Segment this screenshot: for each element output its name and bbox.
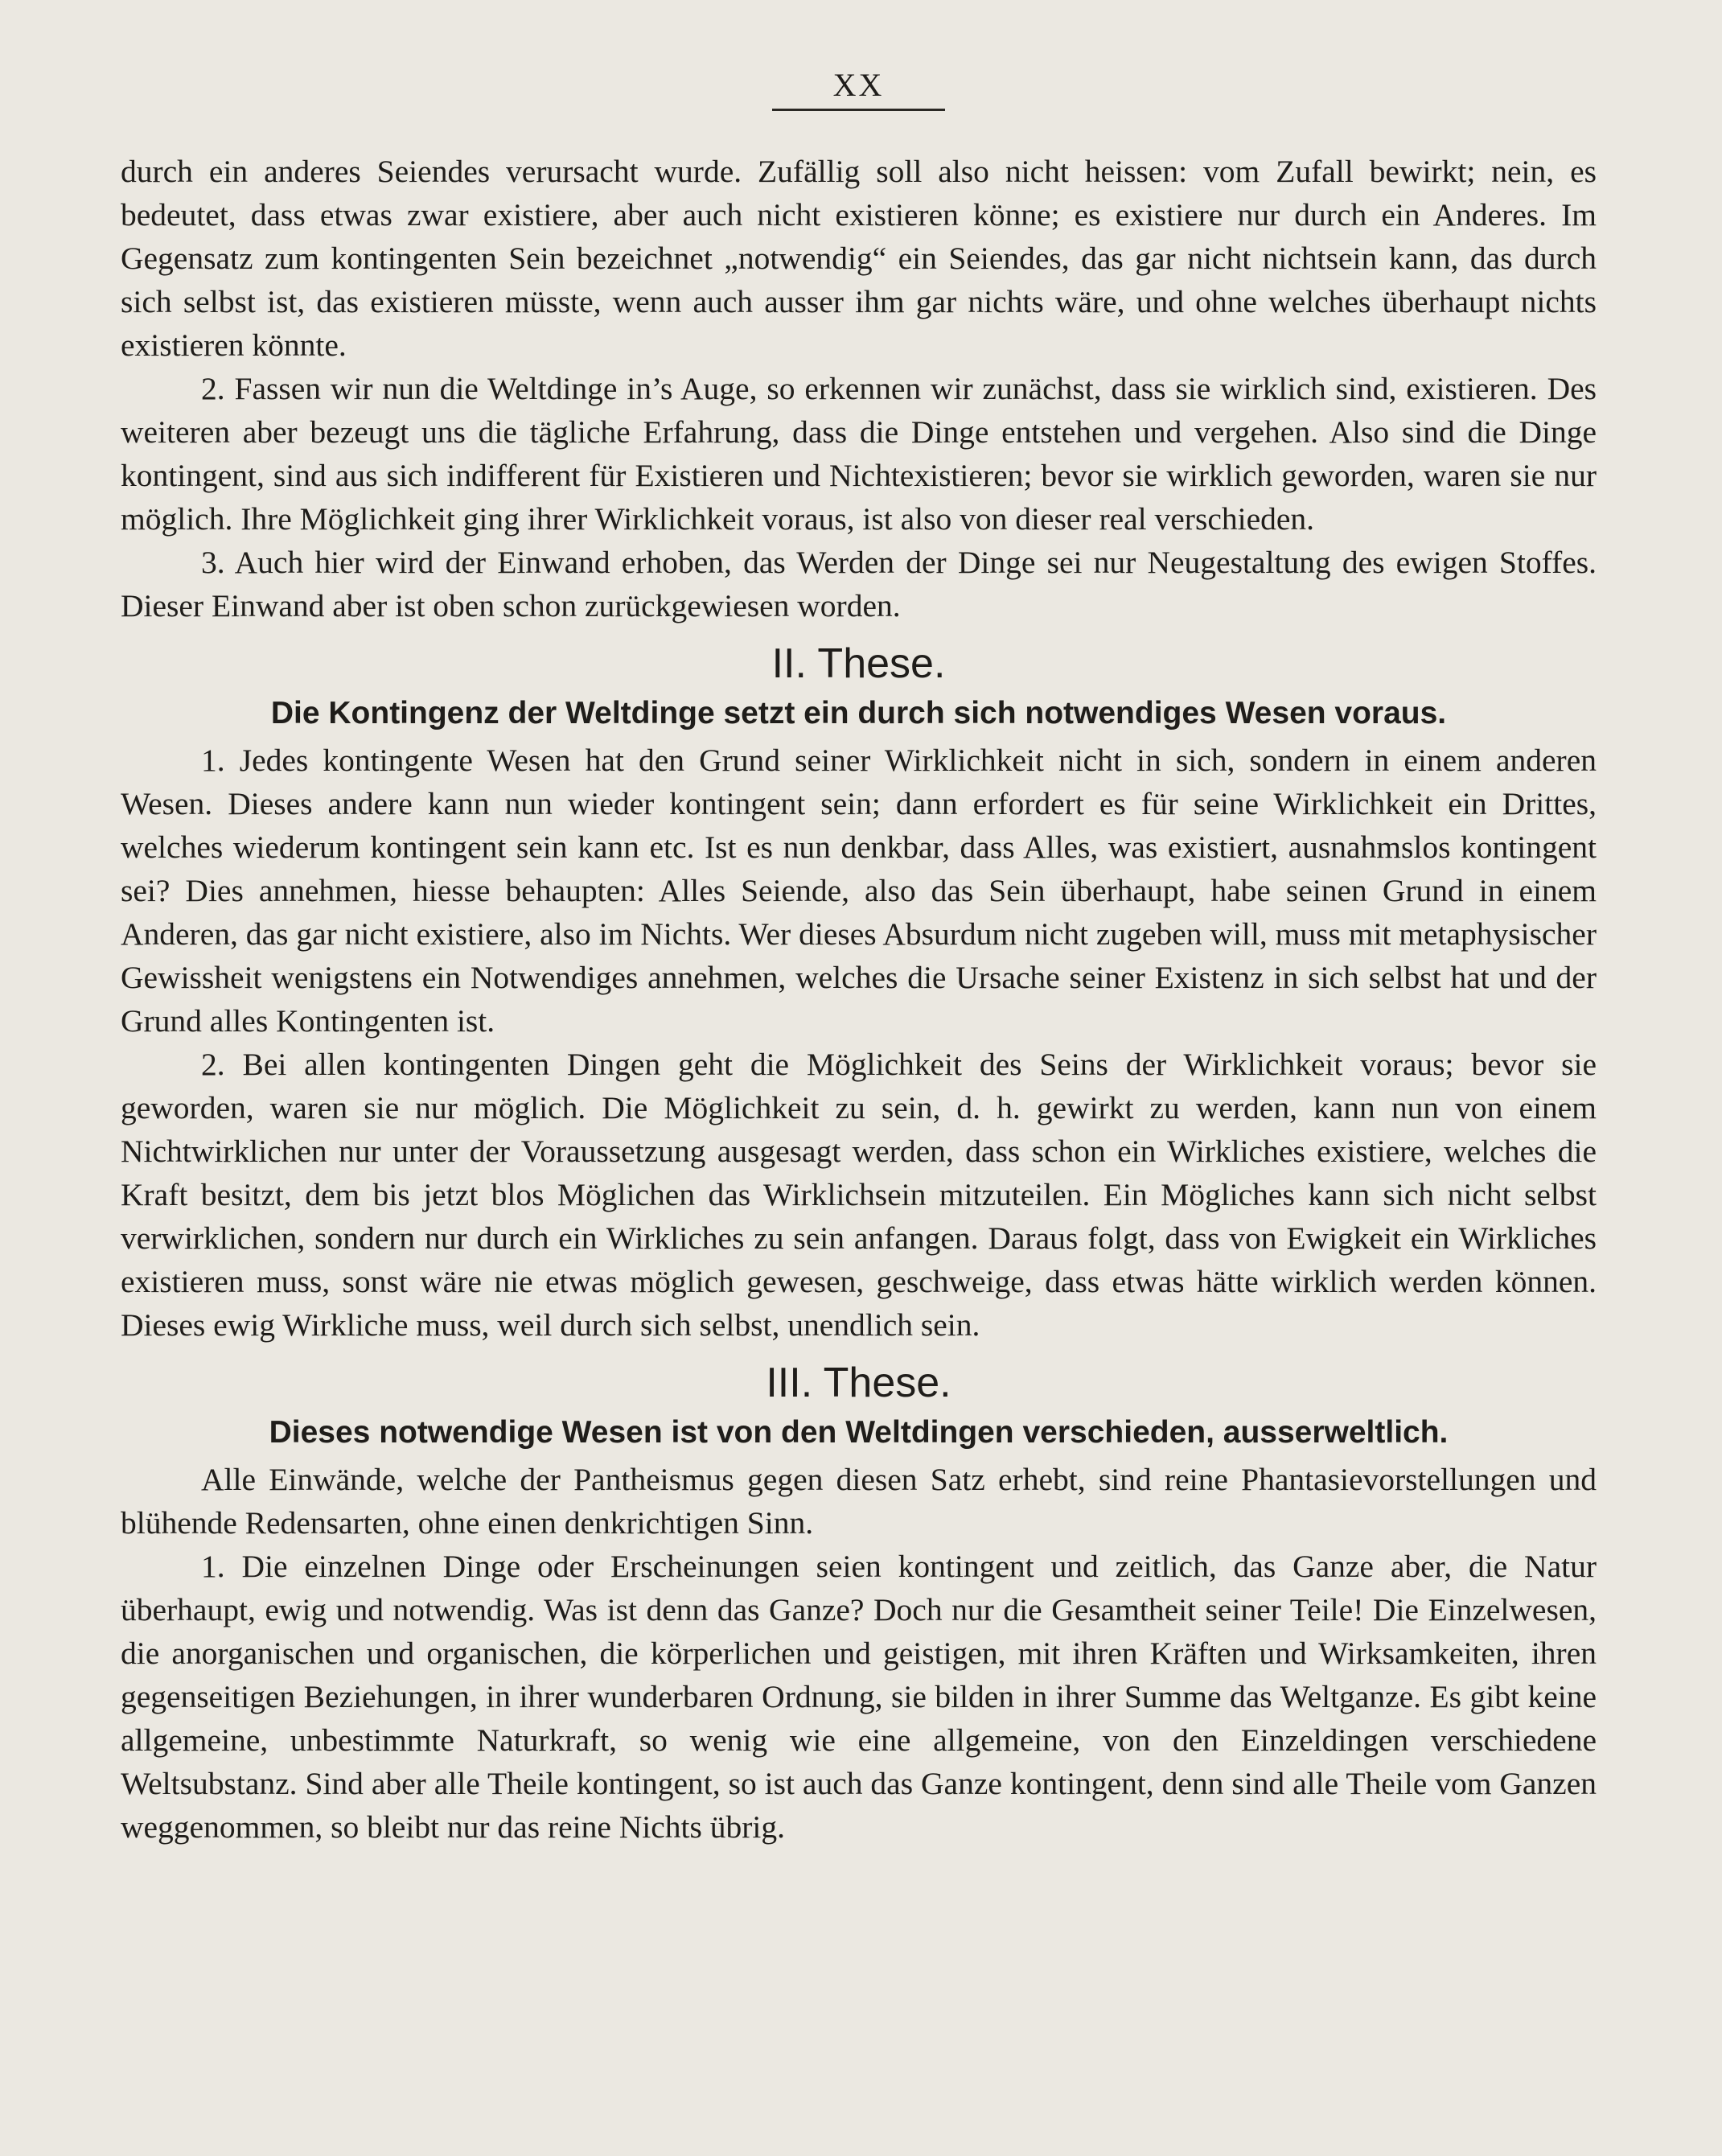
thesis-2-paragraph-2: 2. Bei allen kontingenten Dingen geht die Möglichkeit des Seins der Wirklichkeit voraus; bevor sie geworden, waren sie nur möglich. Die Möglichkeit zu sein, d. h. gewirkt zu werden, kann nun von einem Nichtwirklichen nur unter der Voraussetzung ausgesagt werden, dass schon ein Wirkliches existiere, welches die Kraft besitzt, dem bis jetzt blos Möglichen das Wirklichsein mitzuteilen. Ein Mögliches kann sich nicht selbst verwirklichen, sondern nur durch ein Wirkliches zu sein anfangen. Daraus folgt, dass von Ewigkeit ein Wirkliches existieren muss, sonst wäre nie etwas möglich gewesen, geschweige, dass etwas hätte wirklich werden können. Dieses ewig Wirkliche muss, weil durch sich selbst, unendlich sein.: [121, 1047, 1597, 1343]
thesis-3-intro: Alle Einwände, welche der Pantheismus gegen diesen Satz erhebt, sind reine Phantasievorstellungen und blühende Redensarten, ohne einen denkrichtigen Sinn.: [121, 1462, 1597, 1541]
thesis-2-title: II. These.: [771, 640, 946, 687]
thesis-2-paragraph-1: 1. Jedes kontingente Wesen hat den Grund seiner Wirklichkeit nicht in sich, sondern in einem anderen Wesen. Dieses andere kann nun wieder kontingent sein; dann erfordert es für seine Wirklichkeit ein Drittes, welches wiederum kontingent sein kann etc. Ist es nun denkbar, dass Alles, was existiert, ausnahmslos kontingent sei? Dies annehmen, hiesse behaupten: Alles Seiende, also das Sein überhaupt, habe seinen Grund in einem Anderen, das gar nicht existiere, also im Nichts. Wer dieses Absurdum nicht zugeben will, muss mit metaphysischer Gewissheit wenigstens ein Notwendiges annehmen, welches die Ursache seiner Existenz in sich selbst hat und der Grund alles Kontingenten ist.: [121, 743, 1597, 1039]
paragraph-3: 3. Auch hier wird der Einwand erhoben, das Werden der Dinge sei nur Neugestaltung des ewigen Stoffes. Dieser Einwand aber ist oben schon zurückgewiesen worden.: [121, 545, 1597, 623]
paragraph-intro: durch ein anderes Seiendes verursacht wurde. Zufällig soll also nicht heissen: vom Zufall bewirkt; nein, es bedeutet, dass etwas zwar existiere, aber auch nicht existieren könne; es existiere nur durch ein Anderes. Im Gegensatz zum kontingenten Sein bezeichnet „notwendig“ ein Seiendes, das gar nicht nichtsein kann, das durch sich selbst ist, das existieren müsste, wenn auch ausser ihm gar nichts wäre, und ohne welches überhaupt nichts existieren könnte.: [121, 154, 1597, 363]
page-number: XX: [772, 66, 945, 111]
paragraph-2: 2. Fassen wir nun die Weltdinge in’s Auge, so erkennen wir zunächst, dass sie wirklich sind, existieren. Des weiteren aber bezeugt uns die tägliche Erfahrung, dass die Dinge entstehen und vergehen. Also sind die Dinge kontingent, sind aus sich indifferent für Existieren und Nichtexistieren; bevor sie wirklich geworden, waren sie nur möglich. Ihre Möglichkeit ging ihrer Wirklichkeit voraus, ist also von dieser real verschieden.: [121, 371, 1597, 537]
thesis-3-subtitle: Dieses notwendige Wesen ist von den Weltdingen verschieden, ausserweltlich.: [269, 1415, 1449, 1450]
thesis-3-title: III. These.: [766, 1360, 951, 1406]
thesis-3-paragraph-1: 1. Die einzelnen Dinge oder Erscheinungen seien kontingent und zeitlich, das Ganze aber, die Natur überhaupt, ewig und notwendig. Was ist denn das Ganze? Doch nur die Gesamtheit seiner Teile! Die Einzelwesen, die anorganischen und organischen, die körperlichen und geistigen, mit ihren Kräften und Wirksamkeiten, ihren gegenseitigen Beziehungen, in ihrer wunderbaren Ordnung, sie bilden in ihrer Summe das Weltganze. Es gibt keine allgemeine, unbestimmte Naturkraft, so wenig wie eine allgemeine, von den Einzeldingen verschiedene Weltsubstanz. Sind aber alle Theile kontingent, so ist auch das Ganze kontingent, denn sind alle Theile vom Ganzen weggenommen, so bleibt nur das reine Nichts übrig.: [121, 1549, 1597, 1845]
body-text: [121, 150, 1597, 1849]
thesis-2-subtitle: Die Kontingenz der Weltdinge setzt ein durch sich notwendiges Wesen voraus.: [270, 696, 1447, 730]
